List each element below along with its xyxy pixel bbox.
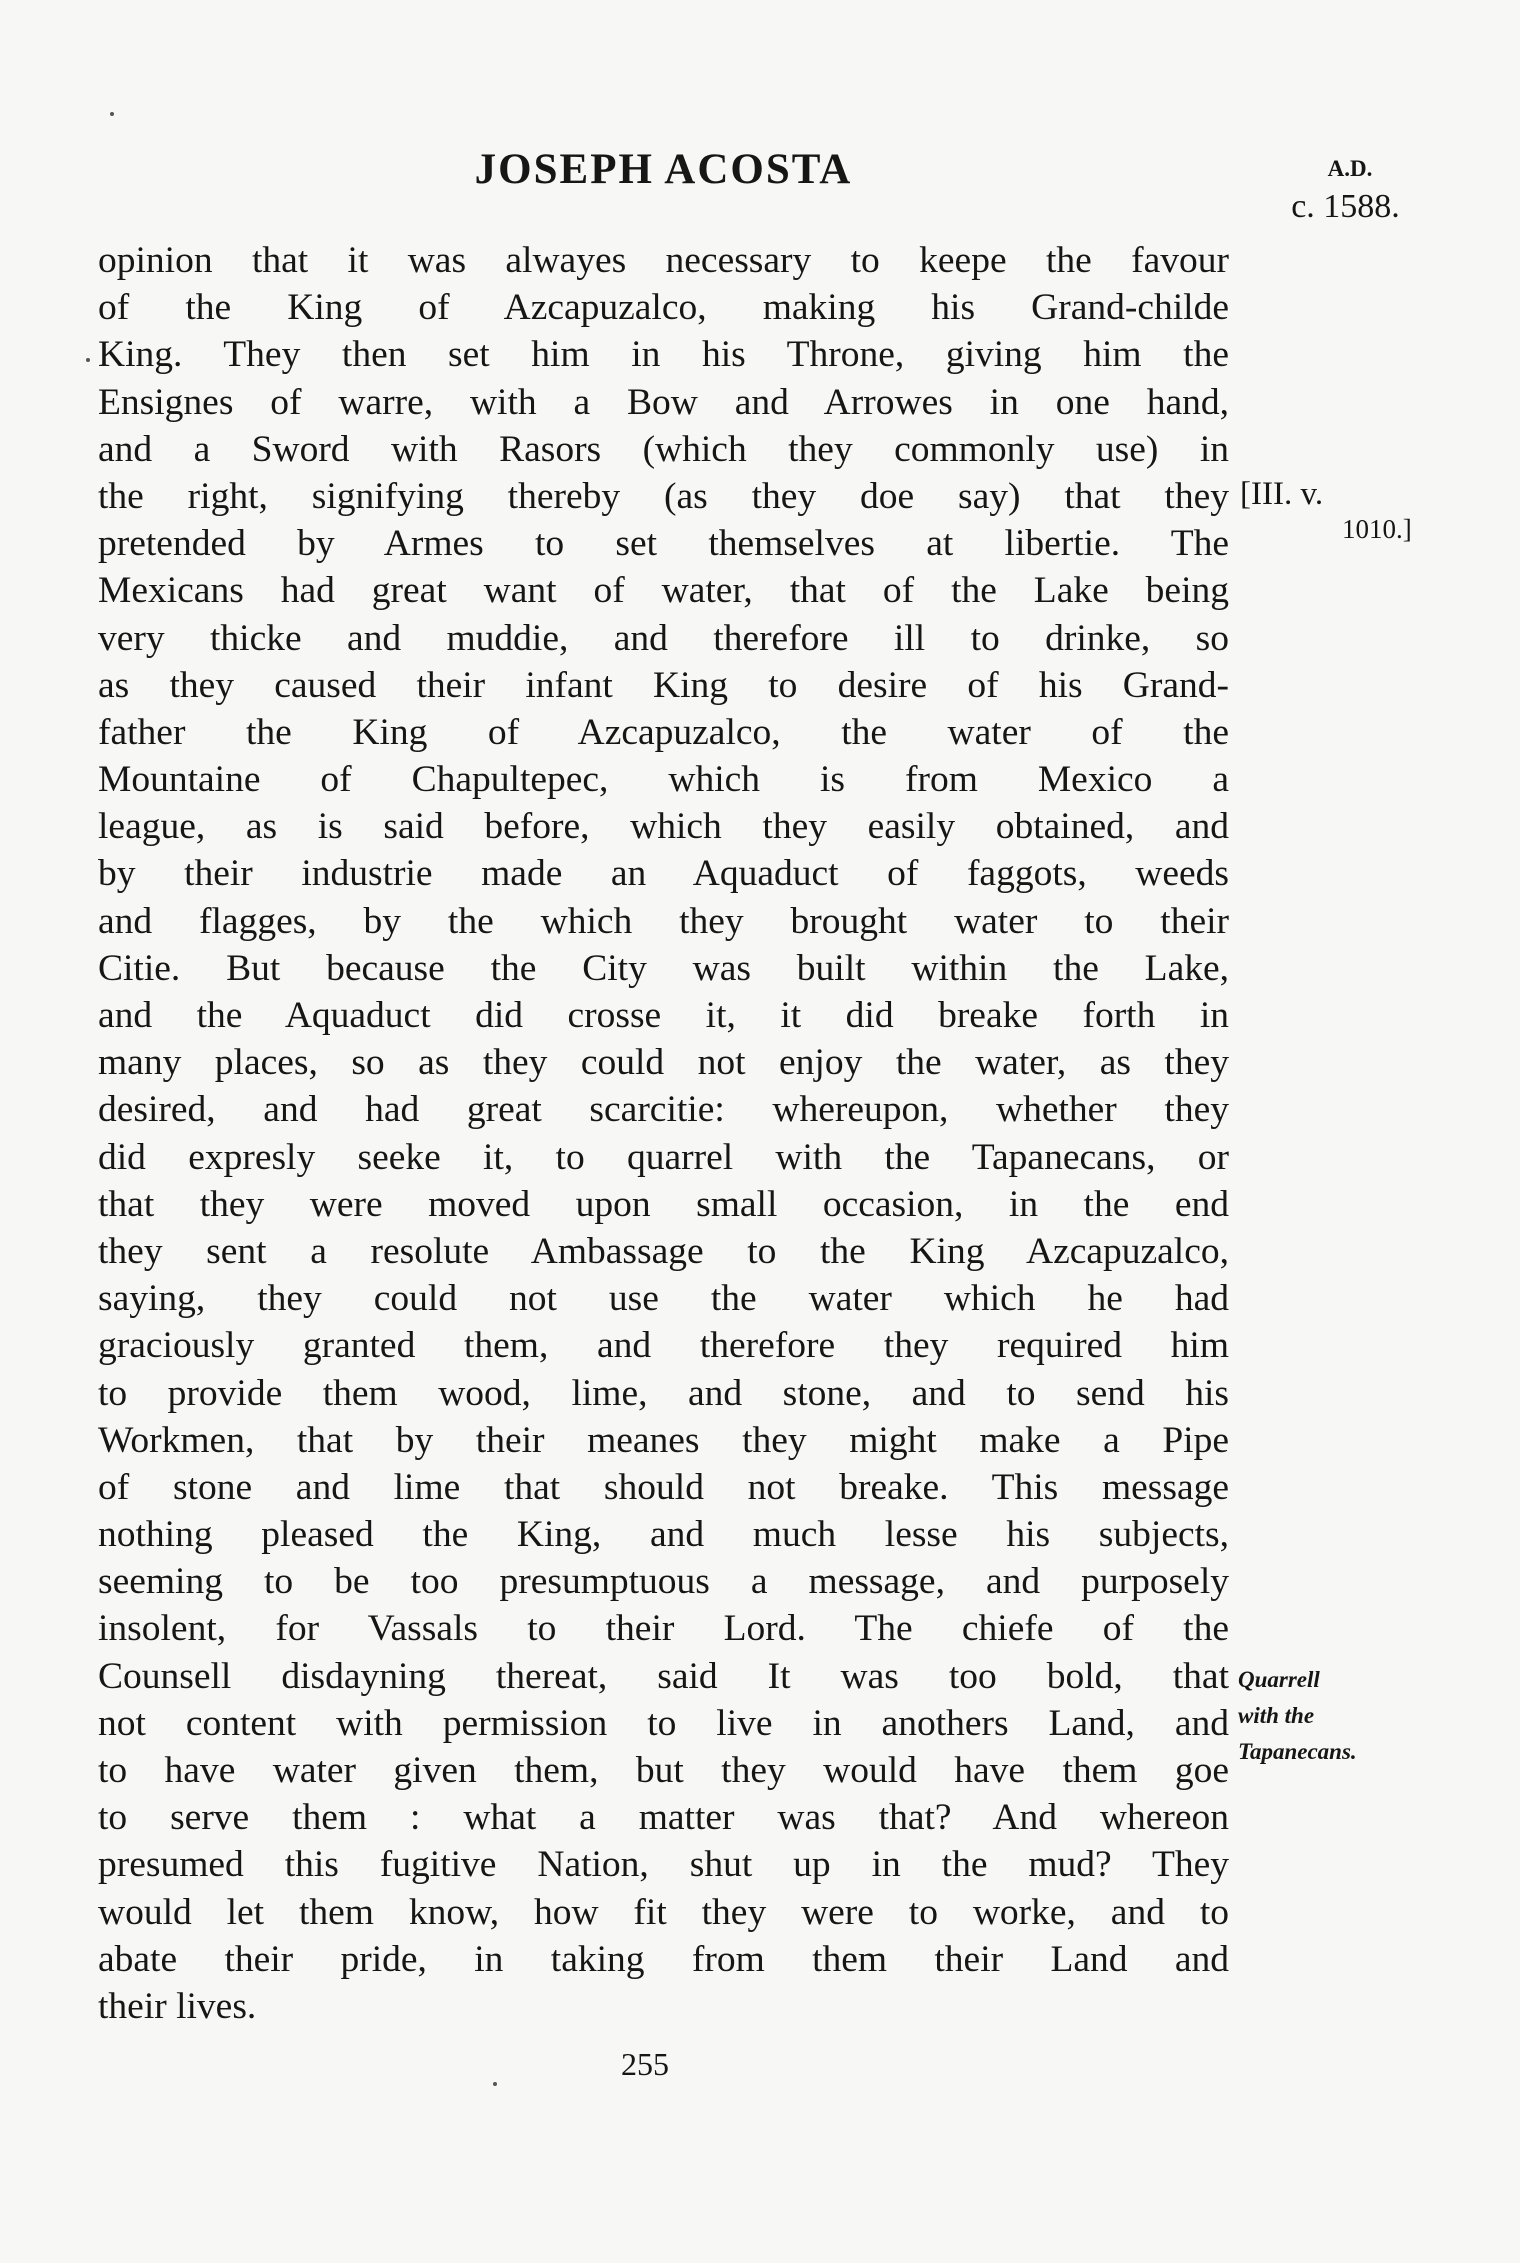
body-line: and the Aquaduct did crosse it, it did breake forth in (98, 995, 1229, 1036)
body-line: they sent a resolute Ambassage to the King Azcapuzalco, (98, 1230, 1229, 1272)
body-line: to serve them : what a matter was that? And whereon (98, 1797, 1229, 1839)
body-line: many places, so as they could not enjoy the water, as they (98, 1042, 1229, 1084)
body-line: the right, signifying thereby (as they doe say) that they (98, 475, 1229, 517)
body-line: of the King of Azcapuzalco, making his Grand-childe (98, 287, 1229, 329)
body-line: King. They then set him in his Throne, giving him the (98, 334, 1229, 376)
margin-note (1238, 1662, 1418, 1770)
body-line: did expresly seeke it, to quarrel with the Tapanecans, or (98, 1136, 1229, 1178)
body-line: not content with permission to live in anothers Land, and (98, 1702, 1229, 1744)
date-year: c. 1588. (1291, 188, 1400, 225)
margin-reference-open: [III. v. (1240, 476, 1324, 512)
margin-reference-close: 1010.] (1342, 514, 1412, 544)
body-line: Counsell disdayning thereat, said It was too bold, that (98, 1655, 1229, 1697)
body-line: their lives. (98, 1985, 257, 2027)
margin-note-line: Tapanecans. (1238, 1739, 1357, 1764)
body-line: and flagges, by the which they brought water to their (98, 900, 1229, 942)
body-line: opinion that it was alwayes necessary to keepe the favour (98, 240, 1229, 281)
body-line: would let them know, how fit they were to worke, and to (98, 1891, 1229, 1933)
body-line: Mexicans had great want of water, that of the Lake being (98, 570, 1229, 612)
body-line: and a Sword with Rasors (which they commonly use) in (98, 428, 1229, 470)
page-number: 255 (621, 2046, 669, 2082)
running-head-title: JOSEPH ACOSTA (474, 146, 853, 193)
body-line: insolent, for Vassals to their Lord. The chiefe of the (98, 1608, 1229, 1650)
body-line: Ensignes of warre, with a Bow and Arrowes in one hand, (98, 381, 1229, 423)
body-line: that they were moved upon small occasion, in the end (98, 1183, 1229, 1225)
body-line: presumed this fugitive Nation, shut up in the mud? They (98, 1844, 1229, 1886)
body-line: by their industrie made an Aquaduct of faggots, weeds (98, 853, 1229, 895)
body-line: saying, they could not use the water which he had (98, 1278, 1229, 1320)
body-line: abate their pride, in taking from them their Land and (98, 1938, 1229, 1980)
print-speck (493, 2082, 497, 2086)
body-line: desired, and had great scarcitie: whereupon, whether they (98, 1089, 1229, 1131)
body-line: to have water given them, but they would have them goe (98, 1750, 1229, 1791)
body-line: to provide them wood, lime, and stone, and to send his (98, 1372, 1229, 1414)
body-line: pretended by Armes to set themselves at libertie. The (98, 523, 1229, 565)
body-line: Workmen, that by their meanes they might make a Pipe (98, 1419, 1229, 1461)
margin-note-line: Quarrell (1238, 1667, 1320, 1692)
print-speck (110, 112, 114, 116)
body-line: seeming to be too presumptuous a message, and purposely (98, 1561, 1229, 1603)
body-line: league, as is said before, which they easily obtained, and (98, 806, 1229, 848)
body-text (98, 237, 1229, 2030)
body-line: father the King of Azcapuzalco, the water of the (98, 711, 1229, 753)
body-line: nothing pleased the King, and much lesse his subjects, (98, 1514, 1229, 1556)
body-line: Mountaine of Chapultepec, which is from Mexico a (98, 759, 1229, 801)
print-speck (86, 358, 90, 362)
body-line: as they caused their infant King to desire of his Grand- (98, 664, 1229, 706)
margin-note-line: with the (1238, 1703, 1315, 1728)
body-line: Citie. But because the City was built within the Lake, (98, 947, 1229, 989)
date-label: A.D. (1327, 156, 1373, 181)
body-line: graciously granted them, and therefore they required him (98, 1325, 1229, 1367)
body-line: of stone and lime that should not breake. This message (98, 1466, 1229, 1508)
body-line: very thicke and muddie, and therefore ill to drinke, so (98, 617, 1229, 659)
